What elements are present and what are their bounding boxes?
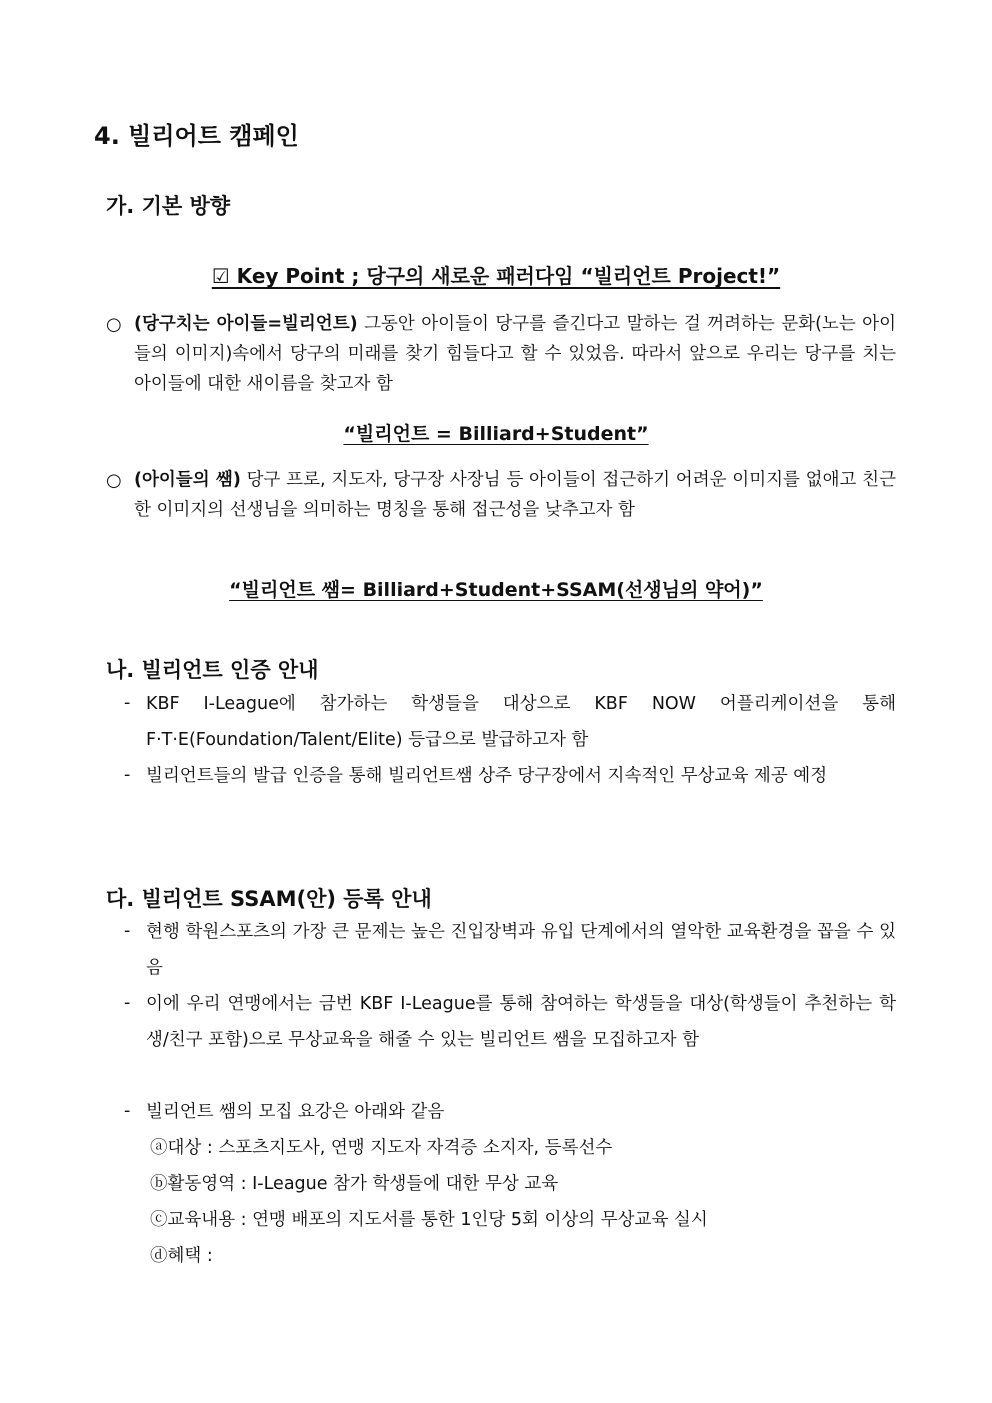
- recruit-item-activity: ⓑ활동영역 : I-League 참가 학생들에 대한 무상 교육: [150, 1174, 559, 1194]
- subsection-title-da: 다. 빌리언트 SSAM(안) 등록 안내: [106, 887, 432, 911]
- recruit-item-target: ⓐ대상 : 스포츠지도사, 연맹 지도자 자격증 소지자, 등록선수: [150, 1138, 613, 1158]
- paragraph-body: 당구 프로, 지도자, 당구장 사장님 등 아이들이 접근하기 어려운 이미지를 없애고 친근한 이미지의 선생님을 의미하는 명칭을 통해 접근성을 낮추고자 함: [134, 470, 896, 520]
- key-point-heading: ☑ Key Point ; 당구의 새로운 패러다임 “빌리언트 Project!”: [211, 264, 781, 288]
- paragraph-lead: (아이들의 쌤): [134, 470, 241, 490]
- quote-billiant-ssam: “빌리언트 쌤= Billiard+Student+SSAM(선생님의 약어)”: [229, 579, 763, 601]
- list-item: KBF I-League에 참가하는 학생들을 대상으로 KBF NOW 어플리케이션을 통해 F·T·E(Foundation/Talent/Elite) 등급으로 발급하고자 함: [146, 694, 896, 750]
- dash-bullet: -: [124, 693, 131, 713]
- recruit-item-content: ⓒ교육내용 : 연맹 배포의 지도서를 통한 1인당 5회 이상의 무상교육 실시: [150, 1210, 708, 1230]
- paragraph-body: 그동안 아이들이 당구를 즐긴다고 말하는 걸 꺼려하는 문화(노는 아이들의 이미지)속에서 당구의 미래를 찾기 힘들다고 할 수 있었음. 따라서 앞으로 우리는 당구를 치는 아이들에 대한 새이름을 찾고자 함: [134, 314, 896, 394]
- subsection-title-na: 나. 빌리언트 인증 안내: [106, 658, 319, 682]
- list-item: 현행 학원스포츠의 가장 큰 문제는 높은 진입장벽과 유입 단계에서의 열악한 교육환경을 꼽을 수 있음: [146, 922, 896, 978]
- paragraph-billiant-definition: [134, 309, 896, 399]
- paragraph-lead: (당구치는 아이들=빌리언트): [134, 314, 358, 334]
- dash-bullet: -: [124, 765, 131, 785]
- dash-bullet: -: [124, 1101, 131, 1121]
- circle-bullet: ○: [106, 470, 122, 491]
- list-item: 이에 우리 연맹에서는 금번 KBF I-League를 통해 참여하는 학생들을 대상(학생들이 추천하는 학생/친구 포함)으로 무상교육을 해줄 수 있는 빌리언트 쌤을 모집하고자 함: [146, 994, 896, 1050]
- paragraph-ssam-definition: [134, 465, 896, 525]
- section-title: 4. 빌리어트 캠페인: [94, 122, 299, 150]
- quote-billiant: “빌리언트 = Billiard+Student”: [343, 423, 649, 445]
- circle-bullet: ○: [106, 314, 122, 335]
- recruit-item-benefit: ⓓ혜택 :: [150, 1246, 213, 1266]
- dash-bullet: -: [124, 993, 131, 1013]
- list-item: 빌리언트 쌤의 모집 요강은 아래와 같음: [146, 1102, 445, 1122]
- list-item: 빌리언트들의 발급 인증을 통해 빌리언트쌤 상주 당구장에서 지속적인 무상교육 제공 예정: [146, 766, 828, 786]
- subsection-title-ga: 가. 기본 방향: [106, 194, 231, 218]
- dash-bullet: -: [124, 921, 131, 941]
